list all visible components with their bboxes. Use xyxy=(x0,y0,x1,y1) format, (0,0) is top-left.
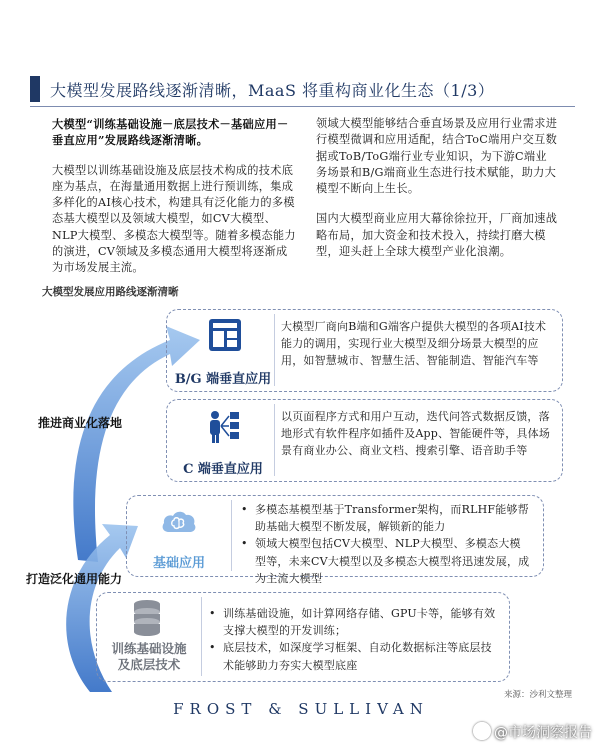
bullet-item: • 多模态基模型基于Transformer架构，而RLHF能够帮助基础大模型不断发展，解锁新的能力 xyxy=(241,503,529,534)
title-underline xyxy=(30,106,575,107)
layer-box-c-vertical xyxy=(166,399,563,482)
layer-divider xyxy=(201,597,202,676)
upper-arrow-label: 推进商业化落地 xyxy=(38,416,123,430)
layer-label-bg: B/G 端垂直应用 xyxy=(174,372,272,387)
layer-box-bg-vertical xyxy=(166,309,563,392)
layer-text-c: 以页面程序方式和用户互动，迭代问答式数据反馈，落地形式有软件程序如插件及App、智能硬件等，具体场景有商业办公、商业文档、搜索引擎、语音助手等 xyxy=(281,410,551,458)
bullet-item: • 底层技术，如深度学习框架、自动化数据标注等底层技术能够助力夯实大模型底座 xyxy=(209,641,492,672)
layer-label-infrastructure: 训练基础设施及底层技术 xyxy=(111,641,187,672)
right-paragraph-2: 国内大模型商业应用大幕徐徐拉开，厂商加速战略布局，加大资金和技术投入，持续打磨大模型，迎头赶上全球大模型产业化浪潮。 xyxy=(316,212,558,259)
bullet-item: • 领域大模型包括CV大模型、NLP大模型、多模态大模型等，未来CV大模型以及多模态大模型将迅速发展，成为主流大模型 xyxy=(241,537,530,585)
right-paragraph-1: 领域大模型能够结合垂直场景及应用行业需求进行模型微调和应用适配，结合ToC端用户交互数据或ToB/ToG端行业专业知识，为下游C端业务场景和B/G端商业生态进行技术赋能，助力大模型不断向上生长。 xyxy=(316,117,558,196)
brand-logo: FROST & SULLIVAN xyxy=(173,700,429,718)
layer-text-bg: 大模型厂商向B端和G端客户提供大模型的各项AI技术能力的调用，实现行业大模型及细分场景大模型的应用，如智慧城市、智慧生活、智能制造、智能汽车等 xyxy=(281,320,547,368)
left-lead-paragraph: 大模型“训练基础设施－底层技术－基础应用－垂直应用”发展路线逐渐清晰。 xyxy=(52,117,289,148)
watermark-text: @市场洞察报告 xyxy=(494,725,592,741)
bullet-item: • 训练基础设施，如计算网络存储、GPU卡等，能够有效支撑大模型的开发训练； xyxy=(209,607,496,638)
title-accent-bar xyxy=(30,76,40,102)
layer-divider xyxy=(274,404,275,476)
watermark xyxy=(473,722,592,742)
layer-box-base-app xyxy=(126,495,544,585)
left-body-paragraph: 大模型以训练基础设施及底层技术构成的技术底座为基点，在海量通用数据上进行预训练，集成多样化的AI核心技术，构建具有泛化能力的多模态基大模型以及领域大模型，如CV大模型、NLP大模型、多模态大模型等。随着多模态能力的演进，CV领域及多模态通用大模型将逐渐成为市场发展主流。 xyxy=(52,163,296,275)
right-text-column xyxy=(316,116,558,274)
layer-divider xyxy=(274,314,275,386)
cloud-brain-icon xyxy=(159,508,199,538)
page-title: 大模型发展路线逐渐清晰，MaaS 将重构商业化生态（1/3） xyxy=(50,81,495,100)
source-note: 来源：沙利文整理 xyxy=(503,690,572,700)
layer-divider xyxy=(231,500,232,571)
layer-label-c: C 端垂直应用 xyxy=(183,462,263,477)
dashboard-grid-icon xyxy=(205,318,245,352)
left-text-column xyxy=(52,116,298,291)
layer-bullets-infrastructure xyxy=(209,605,497,674)
layer-label-base-app: 基础应用 xyxy=(152,556,205,571)
layer-box-infrastructure xyxy=(96,592,510,682)
layer-bullets-base-app xyxy=(241,501,531,587)
watermark-icon xyxy=(473,722,491,740)
diagram-section-title: 大模型发展应用路线逐渐清晰 xyxy=(42,286,179,298)
person-network-icon xyxy=(205,408,245,444)
server-stack-icon xyxy=(127,599,167,637)
lower-arrow-label: 打造泛化通用能力 xyxy=(26,572,123,586)
